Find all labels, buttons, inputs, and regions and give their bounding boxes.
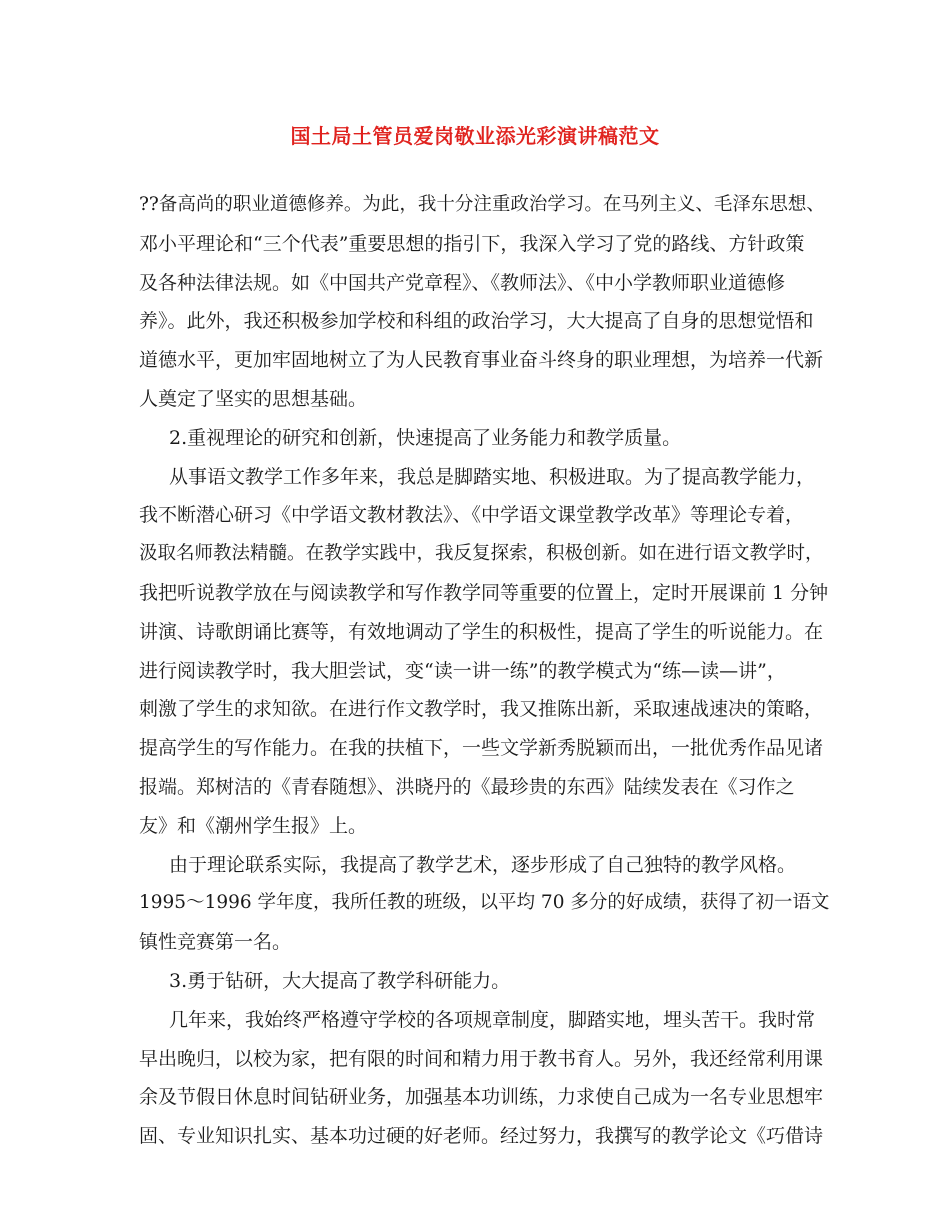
body-line: 由于理论联系实际，我提高了教学艺术，逐步形成了自己独特的教学风格。 [169,853,797,876]
body-line: 3.勇于钻研，大大提高了教学科研能力。 [169,969,511,992]
body-line: 讲演、诗歌朗诵比赛等，有效地调动了学生的积极性，提高了学生的听说能力。在 [139,620,824,643]
body-line: 几年来，我始终严格遵守学校的各项规章制度，脚踏实地，埋头苦干。我时常 [169,1008,816,1031]
body-line: 人奠定了坚实的思想基础。 [139,387,368,410]
body-line: 提高学生的写作能力。在我的扶植下，一些文学新秀脱颖而出，一批优秀作品见诸 [139,737,824,760]
body-line: 镇性竞赛第一名。 [139,931,292,954]
body-line: 邓小平理论和“三个代表”重要思想的指引下，我深入学习了党的路线、方针政策 [139,232,805,255]
document-body [139,186,829,1156]
body-line: 从事语文教学工作多年来，我总是脚踏实地、积极进取。为了提高教学能力， [169,465,816,488]
body-line: 养》。此外，我还积极参加学校和科组的政治学习，大大提高了自身的思想觉悟和 [139,310,814,333]
body-line: 固、专业知识扎实、基本功过硬的好老师。经过努力，我撰写的教学论文《巧借诗 [139,1125,824,1148]
body-line: 2.重视理论的研究和创新，快速提高了业务能力和教学质量。 [169,426,682,449]
body-line: 友》和《潮州学生报》上。 [139,814,368,837]
body-line: 报端。郑树洁的《青春随想》、洪晓丹的《最珍贵的东西》陆续发表在《习作之 [139,775,795,798]
body-line: 1995～1996 学年度，我所任教的班级，以平均 70 多分的好成绩，获得了初一语文 [139,892,830,914]
body-line: ??备高尚的职业道德修养。为此，我十分注重政治学习。在马列主义、毛泽东思想、 [139,194,825,215]
body-line: 我把听说教学放在与阅读教学和写作教学同等重要的位置上，定时开展课前 1 分钟 [139,581,829,604]
body-line: 早出晚归，以校为家，把有限的时间和精力用于教书育人。另外，我还经常利用课 [139,1047,824,1070]
document-title: 国土局土管员爱岗敬业添光彩演讲稿范文 [290,124,660,148]
body-line: 我不断潜心研习《中学语文教材教法》、《中学语文课堂教学改革》等理论专着， [139,504,805,527]
body-line: 道德水平，更加牢固地树立了为人民教育事业奋斗终身的职业理想，为培养一代新 [139,349,824,372]
body-line: 及各种法律法规。如《中国共产党章程》、《教师法》、《中小学教师职业道德修 [139,271,786,294]
body-line: 进行阅读教学时，我大胆尝试，变“读一讲一练”的教学模式为“练—读—讲”， [139,659,786,682]
body-line: 汲取名师教法精髓。在教学实践中，我反复探索，积极创新。如在进行语文教学时， [139,543,824,565]
body-line: 刺激了学生的求知欲。在进行作文教学时，我又推陈出新，采取速战速决的策略， [139,698,824,721]
body-line: 余及节假日休息时间钻研业务，加强基本功训练，力求使自己成为一名专业思想牢 [139,1086,824,1109]
